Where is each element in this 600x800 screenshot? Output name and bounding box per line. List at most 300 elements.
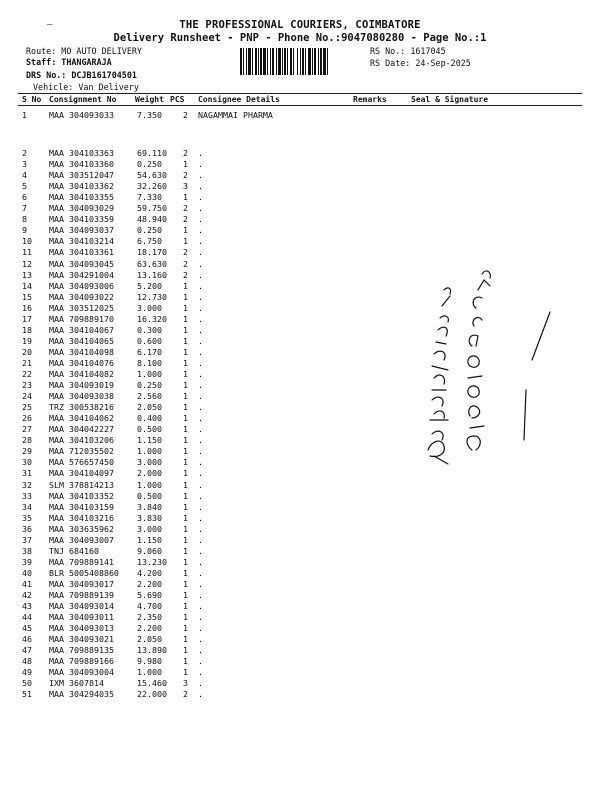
row-sno: 22 xyxy=(22,369,32,379)
row-consignee: . xyxy=(198,601,203,612)
barcode-bar xyxy=(246,48,247,75)
row-consignment: MAA 303512047 xyxy=(49,170,114,181)
barcode-bar xyxy=(248,48,251,75)
rs-date: RS Date: 24-Sep-2025 xyxy=(370,58,471,68)
row-consignee: . xyxy=(198,380,203,391)
table-row xyxy=(0,159,600,169)
row-consignee: . xyxy=(198,357,203,368)
table-row xyxy=(0,579,600,589)
barcode-bar xyxy=(287,48,288,75)
row-sno: 20 xyxy=(22,346,32,357)
row-consignee: . xyxy=(198,468,203,479)
barcode-bar xyxy=(284,48,286,75)
row-sno: 21 xyxy=(22,357,32,368)
row-consignee: . xyxy=(198,534,203,545)
row-consignment: MAA 304093022 xyxy=(49,291,114,302)
table-row xyxy=(0,689,600,699)
barcode-bar xyxy=(272,48,274,75)
barcode-bar xyxy=(276,48,277,75)
row-sno: 18 xyxy=(22,324,32,335)
row-pcs: 1 xyxy=(183,413,188,424)
row-consignee: . xyxy=(198,523,203,534)
row-consignment: MAA 304103360 xyxy=(49,159,114,170)
row-consignee: . xyxy=(198,578,203,589)
row-consignment: MAA 304093007 xyxy=(49,534,114,545)
barcode-bar xyxy=(305,48,306,75)
table-row xyxy=(0,535,600,545)
row-sno: 48 xyxy=(22,656,32,667)
row-consignment: MAA 304093014 xyxy=(49,601,114,612)
row-sno: 43 xyxy=(22,601,32,612)
row-consignment: MAA 304103359 xyxy=(49,214,114,225)
row-consignee: . xyxy=(198,402,203,413)
row-consignment: MAA 304093004 xyxy=(49,667,114,678)
row-consignee: . xyxy=(198,545,203,556)
row-pcs: 1 xyxy=(183,335,188,346)
row-consignment: MAA 304103159 xyxy=(49,501,114,512)
row-pcs: 2 xyxy=(183,170,188,181)
col-sno: S No xyxy=(22,95,42,104)
row-weight: 2.000 xyxy=(137,468,162,479)
row-weight: 7.330 xyxy=(137,192,162,203)
row-consignment: MAA 304093038 xyxy=(49,391,114,402)
row-pcs: 1 xyxy=(183,402,188,413)
row-weight: 1.000 xyxy=(137,369,162,379)
row-weight: 13.160 xyxy=(137,269,167,280)
row-consignment: MAA 304291004 xyxy=(49,269,114,280)
table-row xyxy=(0,170,600,180)
row-consignee: . xyxy=(198,324,203,335)
barcode-bar xyxy=(243,48,244,75)
row-consignment: MAA 304093006 xyxy=(49,280,114,291)
table-row xyxy=(0,110,600,120)
runsheet-subtitle: Delivery Runsheet - PNP - Phone No.:9047080280 - Page No.:1 xyxy=(113,32,487,44)
row-weight: 18.170 xyxy=(137,247,167,258)
row-sno: 10 xyxy=(22,236,32,247)
row-pcs: 1 xyxy=(183,656,188,667)
row-consignee: . xyxy=(198,269,203,280)
row-consignee: . xyxy=(198,369,203,379)
row-weight: 0.250 xyxy=(137,225,162,236)
row-consignment: MAA 304104097 xyxy=(49,468,114,479)
row-consignee: . xyxy=(198,512,203,523)
barcode-bar xyxy=(323,48,326,75)
col-consignment: Consignment No xyxy=(49,95,117,104)
row-pcs: 2 xyxy=(183,247,188,258)
row-weight: 2.050 xyxy=(137,634,162,645)
table-row xyxy=(0,181,600,191)
row-weight: 4.700 xyxy=(137,601,162,612)
row-consignee: . xyxy=(198,446,203,457)
barcode-bar xyxy=(258,48,259,75)
row-pcs: 1 xyxy=(183,357,188,368)
row-consignment: MAA 304104076 xyxy=(49,357,114,368)
barcode-bar xyxy=(297,48,298,75)
row-consignment: MAA 304104067 xyxy=(49,324,114,335)
row-weight: 22.000 xyxy=(137,689,167,700)
row-sno: 2 xyxy=(22,148,27,158)
row-pcs: 1 xyxy=(183,545,188,556)
row-weight: 63.630 xyxy=(137,258,167,269)
barcode-bar xyxy=(293,48,294,75)
table-row xyxy=(0,678,600,688)
row-consignee: . xyxy=(198,479,203,490)
row-sno: 32 xyxy=(22,479,32,490)
barcode-bar xyxy=(308,48,311,75)
row-sno: 33 xyxy=(22,490,32,501)
row-consignment: MAA 304093021 xyxy=(49,634,114,645)
row-weight: 6.170 xyxy=(137,346,162,357)
row-consignee: . xyxy=(198,413,203,424)
row-weight: 9.060 xyxy=(137,545,162,556)
row-consignment: MAA 304294035 xyxy=(49,689,114,700)
table-row xyxy=(0,656,600,666)
table-row xyxy=(0,203,600,213)
row-consignment: MAA 304093029 xyxy=(49,203,114,214)
row-weight: 48.940 xyxy=(137,214,167,225)
table-row xyxy=(0,513,600,523)
row-sno: 42 xyxy=(22,590,32,600)
row-pcs: 1 xyxy=(183,634,188,645)
row-weight: 5.690 xyxy=(137,590,162,600)
row-consignee: . xyxy=(198,247,203,258)
row-pcs: 1 xyxy=(183,490,188,501)
barcode-bar xyxy=(318,48,319,75)
row-weight: 3.840 xyxy=(137,501,162,512)
row-sno: 38 xyxy=(22,545,32,556)
col-seal-signature: Seal & Signature xyxy=(411,95,489,104)
row-pcs: 3 xyxy=(183,678,188,689)
header-bottom-rule xyxy=(18,105,582,106)
row-consignment: MAA 304104098 xyxy=(49,346,114,357)
row-sno: 23 xyxy=(22,380,32,391)
barcode-bar xyxy=(300,48,301,75)
row-consignee: . xyxy=(198,214,203,225)
barcode-bar xyxy=(312,48,313,75)
row-sno: 35 xyxy=(22,512,32,523)
table-row xyxy=(0,546,600,556)
row-weight: 59.750 xyxy=(137,203,167,214)
row-consignment: MAA 709889139 xyxy=(49,590,114,600)
row-pcs: 1 xyxy=(183,601,188,612)
row-consignment: MAA 304103355 xyxy=(49,192,114,203)
row-weight: 4.200 xyxy=(137,567,162,578)
row-consignment: MAA 304093013 xyxy=(49,623,114,634)
corner-mark: — xyxy=(47,20,53,30)
table-row xyxy=(0,236,600,246)
row-sno: 47 xyxy=(22,645,32,656)
row-weight: 13.890 xyxy=(137,645,167,656)
row-pcs: 1 xyxy=(183,324,188,335)
row-pcs: 1 xyxy=(183,313,188,324)
company-title: THE PROFESSIONAL COURIERS, COIMBATORE xyxy=(179,19,421,31)
row-consignee: . xyxy=(198,689,203,700)
row-consignment: IXM 3607814 xyxy=(49,678,104,689)
row-consignment: MAA 304103352 xyxy=(49,490,114,501)
row-weight: 1.000 xyxy=(137,479,162,490)
row-weight: 2.200 xyxy=(137,578,162,589)
row-weight: 12.730 xyxy=(137,291,167,302)
row-pcs: 1 xyxy=(183,534,188,545)
row-pcs: 1 xyxy=(183,346,188,357)
row-sno: 5 xyxy=(22,181,27,192)
row-sno: 37 xyxy=(22,534,32,545)
row-weight: 0.300 xyxy=(137,324,162,335)
row-consignee: . xyxy=(198,457,203,468)
row-consignment: MAA 304103363 xyxy=(49,148,114,158)
row-sno: 15 xyxy=(22,291,32,302)
row-consignment: MAA 304093033 xyxy=(49,110,114,120)
staff-label: Staff: THANGARAJA xyxy=(26,57,112,67)
row-consignee: . xyxy=(198,656,203,667)
row-sno: 40 xyxy=(22,567,32,578)
row-sno: 25 xyxy=(22,402,32,413)
row-pcs: 1 xyxy=(183,667,188,678)
row-weight: 0.600 xyxy=(137,335,162,346)
barcode-bar xyxy=(282,48,283,75)
row-pcs: 1 xyxy=(183,645,188,656)
row-weight: 1.000 xyxy=(137,667,162,678)
row-sno: 12 xyxy=(22,258,32,269)
row-sno: 46 xyxy=(22,634,32,645)
row-consignment: MAA 712035502 xyxy=(49,446,114,457)
row-sno: 30 xyxy=(22,457,32,468)
rs-number: RS No.: 1617045 xyxy=(370,46,446,56)
row-pcs: 2 xyxy=(183,689,188,700)
row-pcs: 2 xyxy=(183,214,188,225)
table-row xyxy=(0,502,600,512)
row-sno: 9 xyxy=(22,225,27,236)
row-consignee: . xyxy=(198,291,203,302)
row-sno: 27 xyxy=(22,424,32,435)
barcode-bar xyxy=(314,48,316,75)
row-sno: 28 xyxy=(22,435,32,446)
row-sno: 17 xyxy=(22,313,32,324)
row-sno: 44 xyxy=(22,612,32,623)
table-row xyxy=(0,557,600,567)
row-pcs: 1 xyxy=(183,225,188,236)
barcode-bar xyxy=(263,48,266,75)
col-consignee: Consignee Details xyxy=(198,95,280,104)
table-row xyxy=(0,667,600,677)
row-consignment: MAA 304103214 xyxy=(49,236,114,247)
row-sno: 4 xyxy=(22,170,27,181)
row-sno: 24 xyxy=(22,391,32,402)
table-row xyxy=(0,645,600,655)
row-sno: 34 xyxy=(22,501,32,512)
row-weight: 0.500 xyxy=(137,490,162,501)
row-consignment: MAA 709889141 xyxy=(49,556,114,567)
row-consignee: . xyxy=(198,634,203,645)
row-pcs: 1 xyxy=(183,512,188,523)
table-row xyxy=(0,214,600,224)
row-pcs: 2 xyxy=(183,258,188,269)
barcode-bar xyxy=(252,48,253,75)
row-consignment: MAA 709889135 xyxy=(49,645,114,656)
row-consignment: BLR 5005408860 xyxy=(49,567,119,578)
row-consignment: MAA 304042227 xyxy=(49,424,114,435)
row-sno: 19 xyxy=(22,335,32,346)
row-consignment: MAA 303635962 xyxy=(49,523,114,534)
row-consignee: . xyxy=(198,678,203,689)
row-weight: 1.150 xyxy=(137,435,162,446)
row-consignment: MAA 576657450 xyxy=(49,457,114,468)
row-pcs: 1 xyxy=(183,391,188,402)
row-sno: 41 xyxy=(22,578,32,589)
row-pcs: 1 xyxy=(183,523,188,534)
row-pcs: 1 xyxy=(183,590,188,600)
row-pcs: 1 xyxy=(183,424,188,435)
row-sno: 11 xyxy=(22,247,32,258)
row-consignee: . xyxy=(198,667,203,678)
row-consignment: MAA 304093045 xyxy=(49,258,114,269)
row-pcs: 1 xyxy=(183,302,188,313)
col-pcs: PCS xyxy=(170,95,185,104)
row-consignee: . xyxy=(198,590,203,600)
row-weight: 3.000 xyxy=(137,523,162,534)
barcode-bar xyxy=(278,48,281,75)
row-consignee: . xyxy=(198,225,203,236)
table-row xyxy=(0,225,600,235)
row-consignee: . xyxy=(198,170,203,181)
row-consignment: MAA 304093037 xyxy=(49,225,114,236)
barcode-bar xyxy=(320,48,322,75)
row-weight: 2.560 xyxy=(137,391,162,402)
col-remarks: Remarks xyxy=(353,95,387,104)
row-weight: 3.000 xyxy=(137,457,162,468)
row-consignee: . xyxy=(198,424,203,435)
table-row xyxy=(0,623,600,633)
row-pcs: 1 xyxy=(183,623,188,634)
row-pcs: 1 xyxy=(183,556,188,567)
row-weight: 6.750 xyxy=(137,236,162,247)
row-pcs: 2 xyxy=(183,148,188,158)
row-sno: 26 xyxy=(22,413,32,424)
row-weight: 3.000 xyxy=(137,302,162,313)
row-weight: 0.500 xyxy=(137,424,162,435)
row-consignee: . xyxy=(198,346,203,357)
row-consignee: . xyxy=(198,335,203,346)
row-pcs: 3 xyxy=(183,181,188,192)
row-pcs: 1 xyxy=(183,380,188,391)
handwritten-signature xyxy=(420,250,570,480)
table-row xyxy=(0,590,600,600)
row-sno: 31 xyxy=(22,468,32,479)
row-consignee: . xyxy=(198,567,203,578)
row-pcs: 1 xyxy=(183,280,188,291)
row-sno: 13 xyxy=(22,269,32,280)
row-pcs: 1 xyxy=(183,369,188,379)
row-sno: 50 xyxy=(22,678,32,689)
row-pcs: 1 xyxy=(183,435,188,446)
row-consignment: MAA 304103216 xyxy=(49,512,114,523)
barcode-bar xyxy=(270,48,271,75)
row-consignment: MAA 304104065 xyxy=(49,335,114,346)
barcode-bar xyxy=(240,48,242,75)
row-pcs: 1 xyxy=(183,446,188,457)
row-weight: 1.150 xyxy=(137,534,162,545)
col-weight: Weight xyxy=(135,95,164,104)
row-pcs: 1 xyxy=(183,567,188,578)
row-consignment: MAA 304104082 xyxy=(49,369,114,379)
row-weight: 0.400 xyxy=(137,413,162,424)
row-sno: 39 xyxy=(22,556,32,567)
row-weight: 15.460 xyxy=(137,678,167,689)
row-consignment: MAA 304093011 xyxy=(49,612,114,623)
barcode-image xyxy=(240,48,367,75)
row-pcs: 1 xyxy=(183,236,188,247)
row-sno: 29 xyxy=(22,446,32,457)
table-row xyxy=(0,491,600,501)
row-consignee: . xyxy=(198,645,203,656)
row-weight: 3.830 xyxy=(137,512,162,523)
row-consignee: . xyxy=(198,236,203,247)
row-consignment: TRZ 300538216 xyxy=(49,402,114,413)
table-row xyxy=(0,612,600,622)
row-weight: 2.200 xyxy=(137,623,162,634)
row-consignee: . xyxy=(198,313,203,324)
drs-number: DRS No.: DCJB161704501 xyxy=(26,70,137,80)
row-consignee: . xyxy=(198,490,203,501)
row-sno: 51 xyxy=(22,689,32,700)
row-consignment: MAA 304103362 xyxy=(49,181,114,192)
row-consignee: . xyxy=(198,391,203,402)
row-weight: 9.980 xyxy=(137,656,162,667)
barcode-bar xyxy=(327,48,328,75)
row-pcs: 1 xyxy=(183,457,188,468)
row-consignment: MAA 709889166 xyxy=(49,656,114,667)
route-label: Route: MO AUTO DELIVERY xyxy=(26,46,142,56)
row-pcs: 1 xyxy=(183,159,188,170)
row-weight: 2.050 xyxy=(137,402,162,413)
row-pcs: 1 xyxy=(183,291,188,302)
row-consignee: . xyxy=(198,302,203,313)
row-sno: 1 xyxy=(22,110,27,120)
row-pcs: 1 xyxy=(183,479,188,490)
row-sno: 49 xyxy=(22,667,32,678)
row-consignment: TNJ 684160 xyxy=(49,545,99,556)
row-pcs: 2 xyxy=(183,110,188,120)
row-consignee: . xyxy=(198,623,203,634)
row-consignee: . xyxy=(198,501,203,512)
row-sno: 7 xyxy=(22,203,27,214)
row-weight: 54.630 xyxy=(137,170,167,181)
row-consignee: . xyxy=(198,159,203,170)
row-consignee: . xyxy=(198,556,203,567)
barcode-bar xyxy=(290,48,292,75)
row-consignee: . xyxy=(198,192,203,203)
row-consignee: . xyxy=(198,612,203,623)
row-consignee: . xyxy=(198,203,203,214)
row-consignee: . xyxy=(198,280,203,291)
row-pcs: 2 xyxy=(183,203,188,214)
row-consignee: . xyxy=(198,181,203,192)
barcode-bar xyxy=(255,48,257,75)
row-weight: 0.250 xyxy=(137,380,162,391)
row-weight: 1.000 xyxy=(137,446,162,457)
row-weight: 69.110 xyxy=(137,148,167,158)
row-consignment: MAA 709889170 xyxy=(49,313,114,324)
table-row xyxy=(0,601,600,611)
row-pcs: 1 xyxy=(183,612,188,623)
table-row xyxy=(0,568,600,578)
row-weight: 8.100 xyxy=(137,357,162,368)
row-consignee: . xyxy=(198,435,203,446)
row-sno: 36 xyxy=(22,523,32,534)
row-weight: 0.250 xyxy=(137,159,162,170)
table-row xyxy=(0,192,600,202)
row-pcs: 1 xyxy=(183,192,188,203)
